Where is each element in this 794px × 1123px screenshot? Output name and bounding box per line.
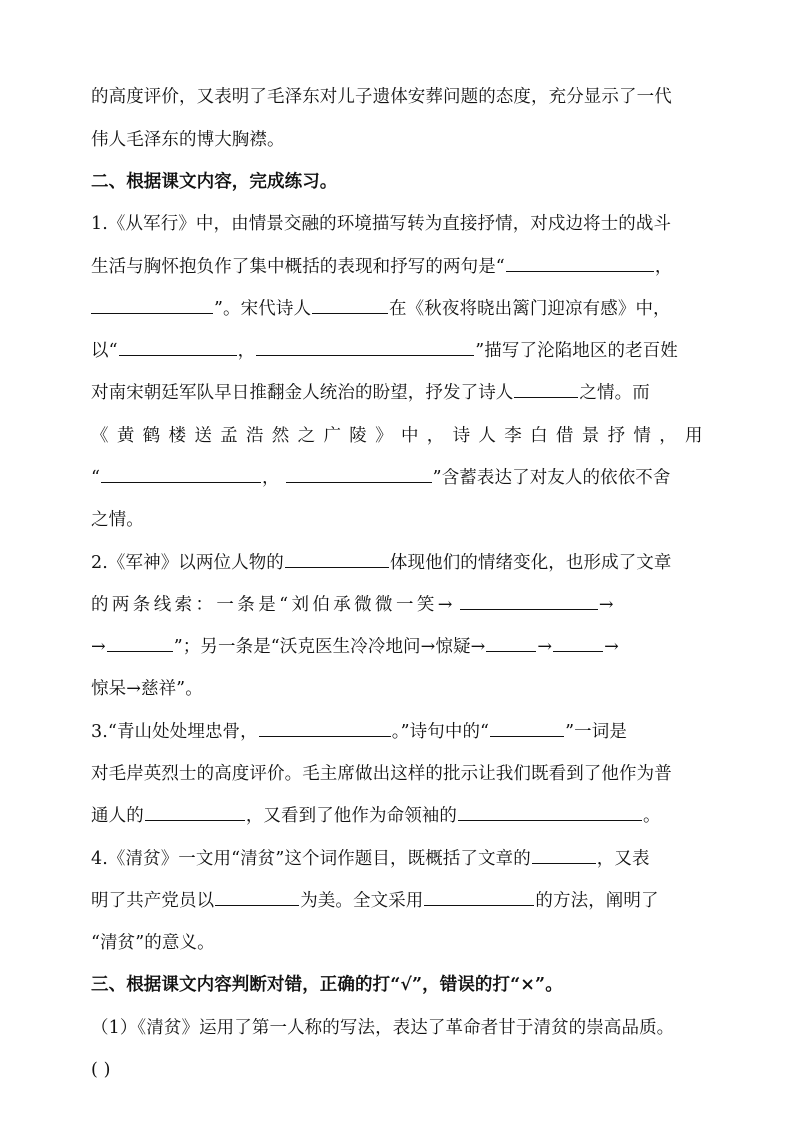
question-3-line: 对毛岸英烈士的高度评价。毛主席做出这样的批示让我们既看到了他作为普 bbox=[91, 764, 672, 784]
glyph: 《 bbox=[91, 426, 109, 446]
text: ，又表 bbox=[596, 849, 650, 869]
answer-blank[interactable] bbox=[285, 549, 389, 568]
answer-blank[interactable] bbox=[101, 464, 261, 483]
answer-blank[interactable] bbox=[256, 337, 474, 356]
text: 为美。全文采用 bbox=[300, 891, 424, 911]
glyph: 借 bbox=[555, 426, 574, 446]
text: 的方法，阐明了 bbox=[535, 891, 659, 911]
question-1-line: 1.《从军行》中，由情景交融的环境描写转为直接抒情，对戍边将士的战斗 bbox=[91, 214, 672, 234]
text: “ bbox=[91, 468, 101, 488]
judgement-item: （1）《清贫》运用了第一人称的写法，表达了革命者甘于清贫的崇高品质。 bbox=[91, 1018, 675, 1038]
text: ”描写了沦陷地区的老百姓 bbox=[475, 341, 678, 361]
question-1-line bbox=[91, 421, 703, 451]
text: → bbox=[91, 637, 106, 657]
section-heading: 三、根据课文内容判断对错，正确的打“√”，错误的打“×”。 bbox=[91, 975, 563, 995]
answer-blank[interactable] bbox=[460, 591, 598, 610]
text: 3.“青山处处埋忠骨， bbox=[91, 722, 258, 742]
glyph: 浩 bbox=[245, 426, 264, 446]
text: 4.《清贫》一文用“清贫”这个词作题目，既概括了文章的 bbox=[91, 849, 531, 869]
question-1-line bbox=[91, 252, 703, 282]
text: ”。宋代诗人 bbox=[214, 299, 312, 319]
text: 通人的 bbox=[91, 806, 144, 826]
text: ”；另一条是“沃克医生冷冷地问→惊疑→ bbox=[173, 637, 486, 657]
text: 对南宋朝廷军队早日推翻金人统治的盼望，抒发了诗人 bbox=[91, 383, 514, 403]
text: 。”诗句中的“ bbox=[391, 722, 490, 742]
answer-blank[interactable] bbox=[458, 802, 642, 821]
glyph: 然 bbox=[271, 426, 290, 446]
answer-blank[interactable] bbox=[286, 464, 432, 483]
glyph: 人 bbox=[478, 426, 497, 446]
answer-blank[interactable] bbox=[514, 379, 578, 398]
text: ”含蓄表达了对友人的依依不舍 bbox=[432, 468, 671, 488]
question-1-line bbox=[91, 463, 703, 493]
question-1-line: 之情。 bbox=[91, 510, 144, 530]
text: ，又看到了他作为命领袖的 bbox=[245, 806, 458, 826]
text: → bbox=[598, 595, 617, 615]
answer-parentheses[interactable]: ( ) bbox=[91, 1060, 111, 1080]
glyph: 中 bbox=[400, 426, 419, 446]
question-3-line bbox=[91, 717, 703, 747]
answer-blank[interactable] bbox=[424, 887, 534, 906]
glyph: 用 bbox=[685, 426, 703, 446]
text: 生活与胸怀抱负作了集中概括的表现和抒写的两句是“ bbox=[91, 257, 505, 277]
text: 的两条线索：一条是“刘伯承微微一笑→ bbox=[91, 595, 456, 615]
question-2-line: 惊呆→慈祥”。 bbox=[91, 679, 203, 699]
text: 明了共产党员以 bbox=[91, 891, 215, 911]
glyph: 白 bbox=[530, 426, 548, 446]
glyph: 李 bbox=[504, 426, 522, 446]
question-4-line bbox=[91, 844, 703, 874]
text: 之情。而 bbox=[579, 383, 650, 403]
text: 2.《军神》以两位人物的 bbox=[91, 553, 284, 573]
answer-blank[interactable] bbox=[215, 887, 299, 906]
glyph: 楼 bbox=[168, 426, 187, 446]
glyph: 》 bbox=[375, 426, 393, 446]
text: 在《秋夜将晓出篱门迎凉有感》中， bbox=[389, 299, 671, 319]
text: → bbox=[604, 637, 619, 657]
paragraph-line: 的高度评价，又表明了毛泽东对儿子遗体安葬问题的态度，充分显示了一代 bbox=[91, 87, 672, 107]
question-2-line bbox=[91, 590, 703, 620]
paragraph-line: 伟人毛泽东的博大胸襟。 bbox=[91, 130, 285, 150]
glyph: ， bbox=[659, 426, 677, 446]
question-2-line bbox=[91, 632, 703, 662]
text: 以“ bbox=[91, 341, 118, 361]
question-3-line bbox=[91, 801, 703, 831]
glyph: 送 bbox=[194, 426, 212, 446]
question-4-line: “清贫”的意义。 bbox=[91, 933, 215, 953]
section-heading: 二、根据课文内容，完成练习。 bbox=[91, 172, 338, 192]
question-2-line bbox=[91, 548, 703, 578]
glyph: 孟 bbox=[220, 426, 238, 446]
text: ， bbox=[654, 257, 673, 277]
text bbox=[91, 421, 703, 451]
answer-blank[interactable] bbox=[259, 718, 391, 737]
answer-blank[interactable] bbox=[486, 633, 536, 652]
answer-blank[interactable] bbox=[532, 845, 596, 864]
answer-blank[interactable] bbox=[107, 633, 173, 652]
glyph: 广 bbox=[323, 426, 342, 446]
text: ”一词是 bbox=[565, 722, 627, 742]
answer-blank[interactable] bbox=[312, 295, 388, 314]
glyph: 鹤 bbox=[142, 426, 161, 446]
glyph: 抒 bbox=[607, 426, 626, 446]
answer-blank[interactable] bbox=[119, 337, 237, 356]
answer-blank[interactable] bbox=[506, 253, 654, 272]
answer-blank[interactable] bbox=[145, 802, 245, 821]
answer-blank[interactable] bbox=[490, 718, 564, 737]
text: 体现他们的情绪变化，也形成了文章 bbox=[389, 553, 672, 573]
answer-blank[interactable] bbox=[553, 633, 603, 652]
question-1-line bbox=[91, 378, 703, 408]
glyph: 景 bbox=[581, 426, 600, 446]
glyph: 黄 bbox=[116, 426, 135, 446]
answer-blank[interactable] bbox=[91, 295, 213, 314]
text: 。 bbox=[643, 806, 661, 826]
text: ， bbox=[237, 341, 256, 361]
text: → bbox=[537, 637, 553, 657]
glyph: 之 bbox=[297, 426, 316, 446]
glyph: 陵 bbox=[349, 426, 367, 446]
question-1-line bbox=[91, 294, 703, 324]
glyph: 诗 bbox=[452, 426, 471, 446]
text: ， bbox=[262, 468, 280, 488]
question-4-line bbox=[91, 886, 703, 916]
glyph: 情 bbox=[633, 426, 651, 446]
glyph: ， bbox=[426, 426, 445, 446]
question-1-line bbox=[91, 336, 703, 366]
